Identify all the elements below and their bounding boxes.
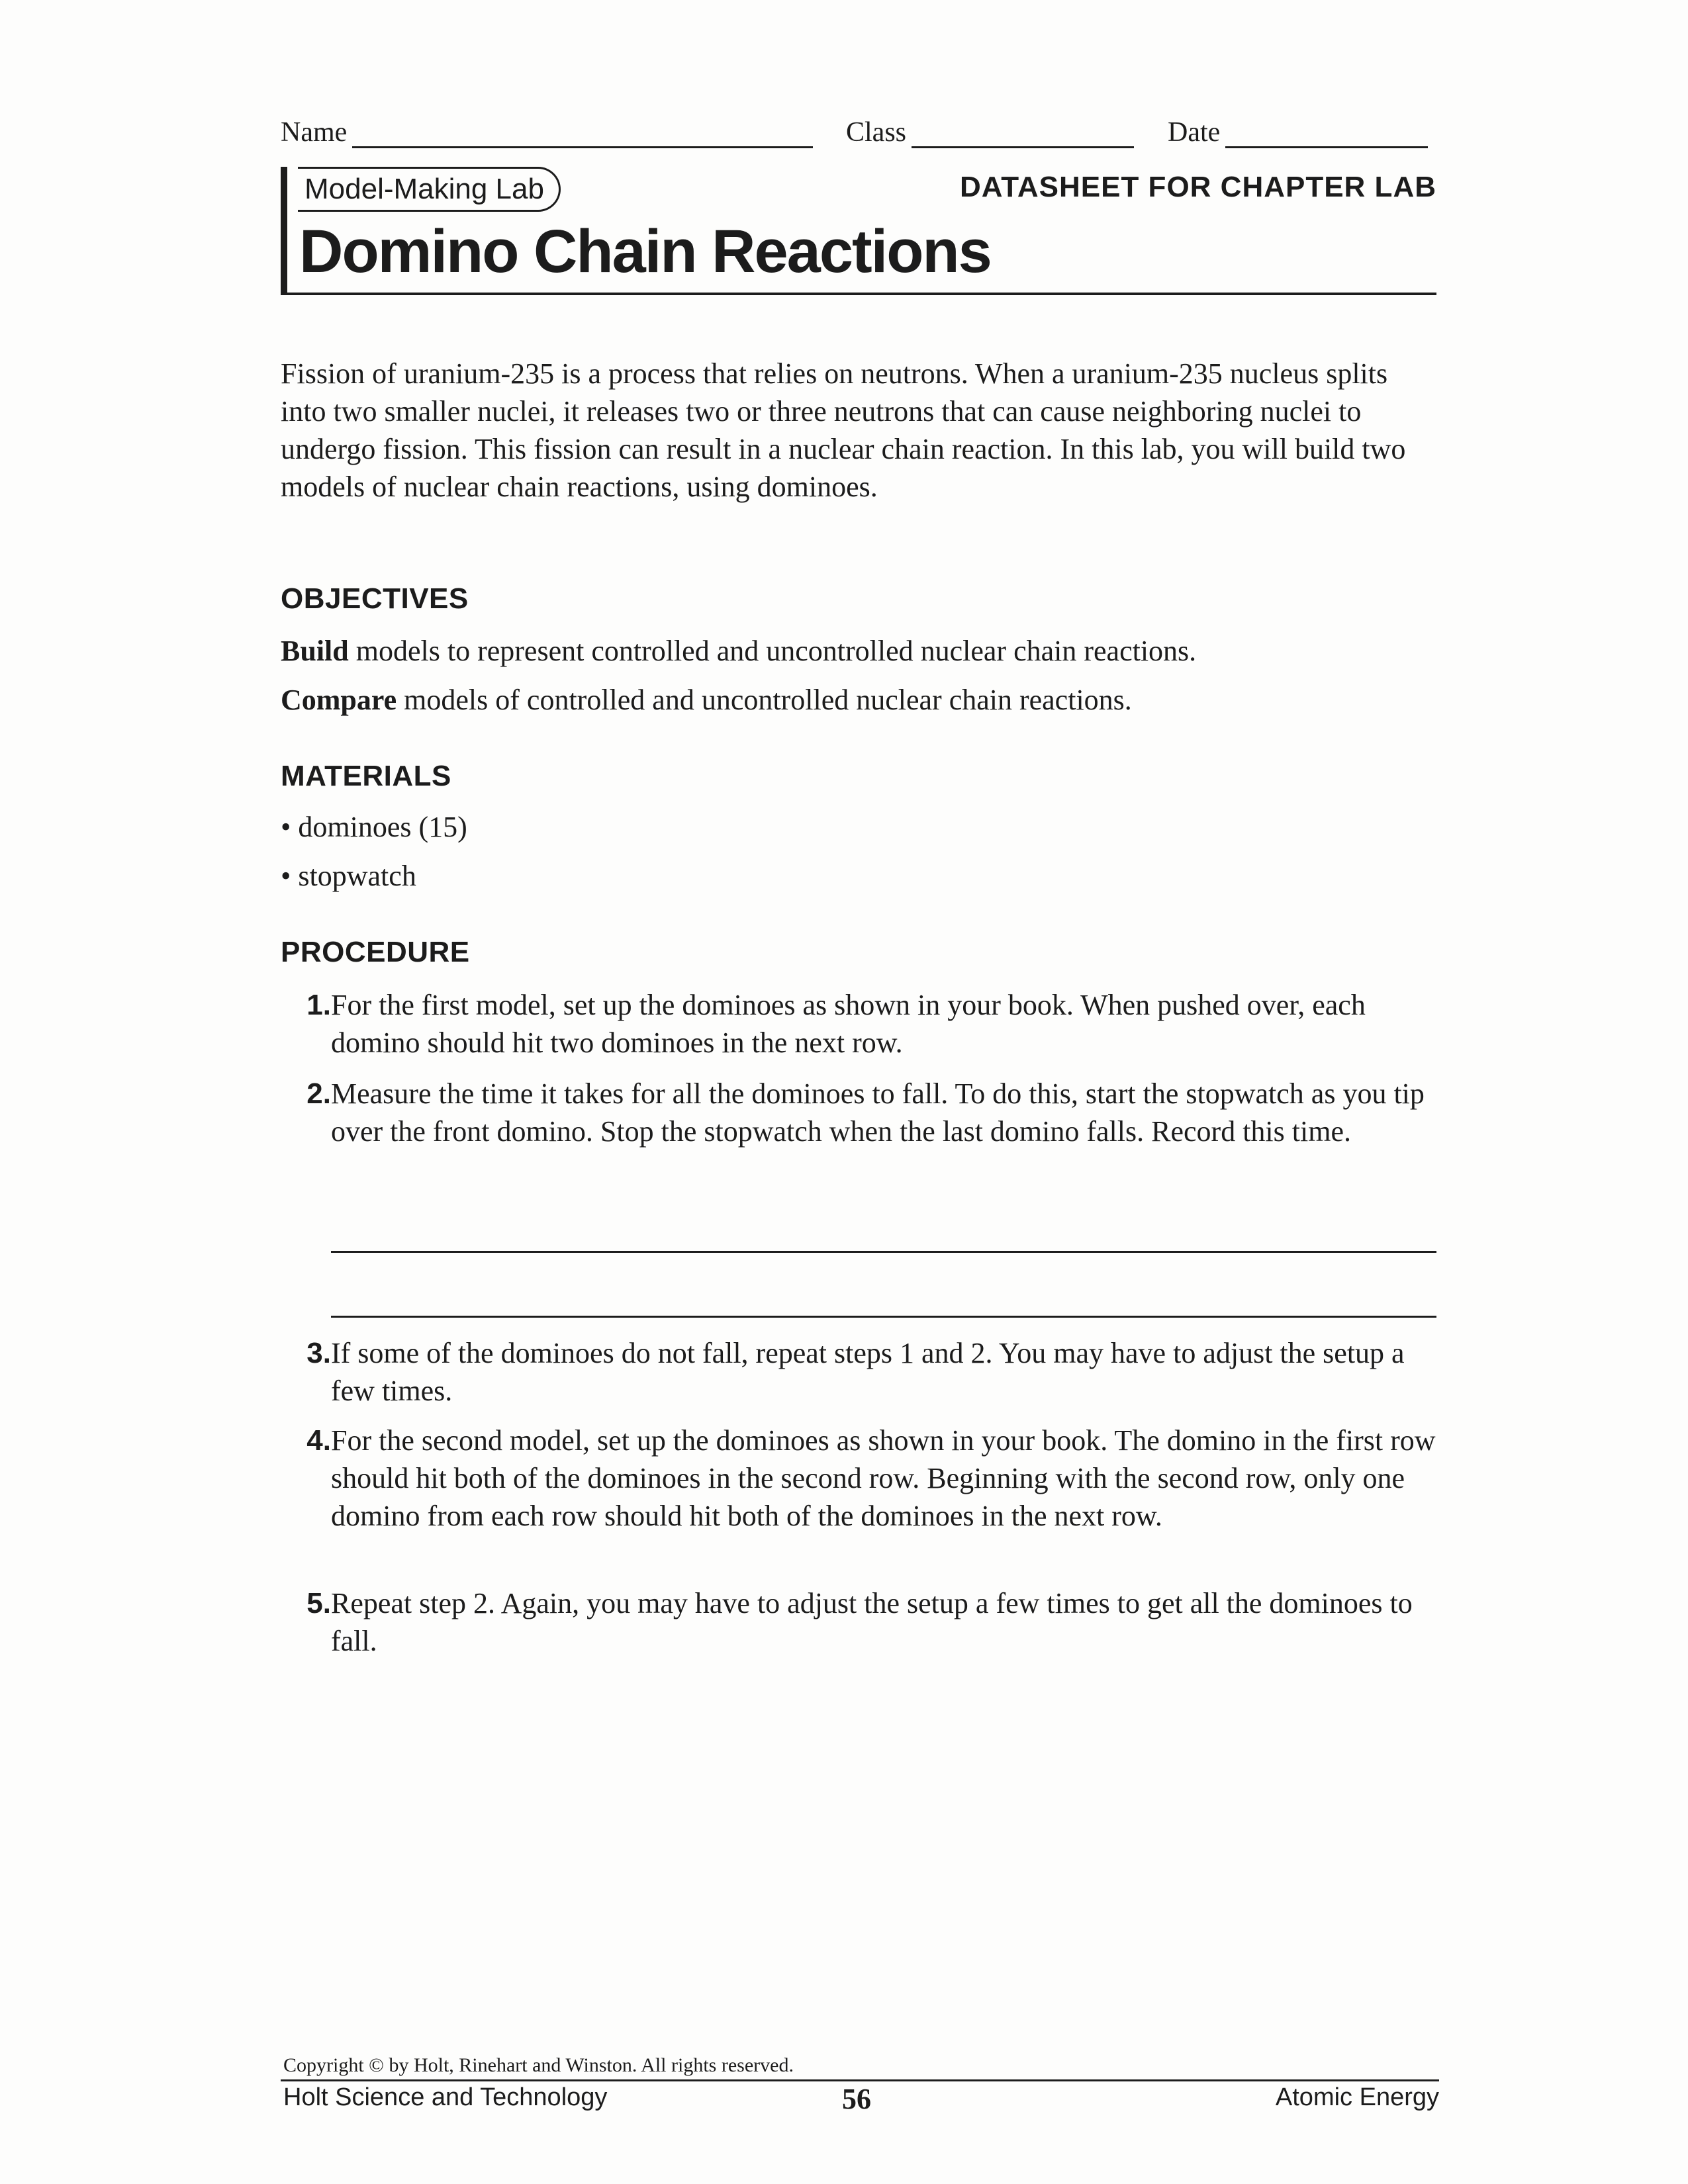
bullet-icon: •: [281, 811, 299, 843]
name-label: Name: [281, 117, 348, 148]
datasheet-label: DATASHEET FOR CHAPTER LAB: [959, 171, 1436, 203]
name-blank[interactable]: [352, 120, 813, 148]
procedure-step: [297, 1584, 1436, 1660]
step-number: 2.: [306, 1077, 331, 1110]
class-label: Class: [846, 117, 907, 148]
bullet-icon: •: [281, 860, 299, 892]
title-block: [281, 164, 1436, 296]
step-number: 4.: [306, 1424, 331, 1457]
step-text: If some of the dominoes do not fall, repeat steps 1 and 2. You may have to adjust the setup a few times.: [331, 1337, 1405, 1407]
procedure-heading: PROCEDURE: [281, 936, 470, 968]
objective-item: [281, 634, 1196, 668]
name-field: [281, 116, 813, 148]
procedure-step: [297, 1075, 1436, 1150]
step-text: Repeat step 2. Again, you may have to adjust the setup a few times to get all the dominoes to fall.: [331, 1587, 1413, 1657]
date-blank[interactable]: [1225, 120, 1428, 148]
procedure-step: [297, 986, 1436, 1062]
page-title: Domino Chain Reactions: [299, 218, 991, 285]
materials-heading: MATERIALS: [281, 760, 451, 792]
copyright-notice: Copyright © by Holt, Rinehart and Winston. All rights reserved.: [283, 2054, 794, 2076]
class-blank[interactable]: [912, 120, 1134, 148]
objective-verb: Compare: [281, 684, 397, 716]
step-number: 1.: [306, 989, 331, 1021]
objective-item: [281, 683, 1132, 717]
lab-type-tag: Model-Making Lab: [298, 167, 561, 212]
answer-line[interactable]: [331, 1251, 1436, 1253]
step-number: 5.: [306, 1587, 331, 1619]
answer-line[interactable]: [331, 1316, 1436, 1318]
page-number: 56: [842, 2083, 871, 2115]
step-text: For the second model, set up the dominoes as shown in your book. The domino in the first row should hit both of the dominoes in the second row. Beginning with the second row, only one domino from each row should hit both of the dominoes in the next row.: [331, 1424, 1436, 1532]
procedure-step: [297, 1334, 1436, 1410]
objective-verb: Build: [281, 635, 349, 667]
step-text: For the first model, set up the dominoes as shown in your book. When pushed over, each domino should hit two dominoes in the next row.: [331, 989, 1366, 1059]
objective-text: models of controlled and uncontrolled nuclear chain reactions.: [404, 684, 1132, 716]
date-field: [1168, 116, 1428, 148]
procedure-step: [297, 1422, 1436, 1535]
date-label: Date: [1168, 117, 1221, 148]
student-info-row: [281, 111, 1436, 148]
objective-text: models to represent controlled and uncontrolled nuclear chain reactions.: [355, 635, 1197, 667]
intro-paragraph: [281, 355, 1436, 506]
title-divider: [281, 293, 1436, 295]
materials-list-item: [281, 810, 467, 844]
step-number: 3.: [306, 1337, 331, 1369]
material-text: dominoes (15): [298, 811, 467, 843]
step-text: Measure the time it takes for all the dominoes to fall. To do this, start the stopwatch as you tip over the front domino. Stop the stopwatch when the last domino falls. Record this time.: [331, 1077, 1425, 1148]
chapter-name: Atomic Energy: [1275, 2083, 1439, 2111]
publisher-name: Holt Science and Technology: [283, 2083, 608, 2111]
footer-divider: [281, 2079, 1439, 2081]
material-text: stopwatch: [298, 860, 416, 892]
class-field: [846, 116, 1134, 148]
objectives-heading: OBJECTIVES: [281, 582, 469, 615]
intro-text: Fission of uranium-235 is a process that relies on neutrons. When a uranium-235 nucleus splits into two smaller nuclei, it releases two or three neutrons that can cause neighboring nuclei to undergo fission. This fission can result in a nuclear chain reaction. In this lab, you will build two models of nuclear chain reactions, using dominoes.: [281, 357, 1406, 503]
materials-list-item: [281, 859, 416, 893]
title-accent-bar: [281, 167, 287, 293]
